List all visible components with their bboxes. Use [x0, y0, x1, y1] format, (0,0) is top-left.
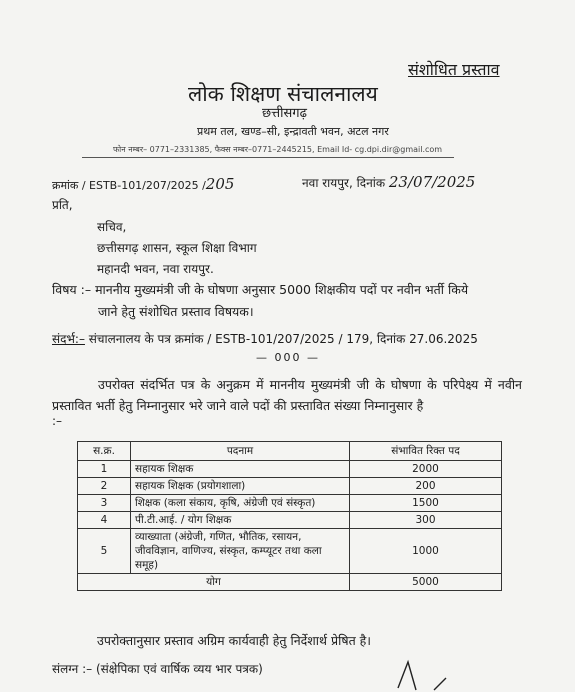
- posts-table: [77, 441, 502, 591]
- closing-line: उपरोक्तानुसार प्रस्ताव अग्रिम कार्यवाही हेतु निर्देशार्थ प्रेषित है।: [97, 633, 372, 648]
- recipient-line: सचिव,: [97, 220, 127, 234]
- table-total-row: [78, 574, 502, 591]
- office-name: लोक शिक्षण संचालनालय: [188, 82, 378, 106]
- serial-cell: 1: [78, 461, 131, 478]
- post-cell: सहायक शिक्षक: [131, 461, 350, 478]
- date-handwritten: 23/07/2025: [388, 173, 476, 191]
- subject-line-2: जाने हेतु संशोधित प्रस्ताव विषयक।: [98, 304, 254, 319]
- body-paragraph-text: उपरोक्त संदर्भित पत्र के अनुक्रम में माननीय मुख्यमंत्री जी के घोषणा के परिपेक्ष्य में नवीन प्रस्तावित भर्ती हेतु निम्नानुसार भरे जाने वाले पदों की प्रस्तावित संख्या निम्नानुसार है: [52, 377, 522, 413]
- post-cell: सहायक शिक्षक (प्रयोगशाला): [131, 478, 350, 495]
- office-contact: फोन नम्बर– 0771–2331385, फैक्स नम्बर–0771–2445215, Email Id- cg.dpi.dir@gmail.com: [113, 145, 443, 154]
- reference-number-handwritten: 205: [205, 175, 235, 193]
- subject: [52, 279, 468, 323]
- subject-line-1: विषय :– माननीय मुख्यमंत्री जी के घोषणा अनुसार 5000 शिक्षकीय पदों पर नवीन भर्ती किये: [52, 282, 469, 297]
- count-cell: 1000: [350, 529, 502, 574]
- count-cell: 200: [350, 478, 502, 495]
- reference-number: [52, 175, 234, 193]
- table-header: पदनाम: [131, 442, 350, 461]
- reference-prefix: क्रमांक / ESTB-101/207/2025 /: [52, 179, 206, 192]
- enclosure-line: संलग्न :– (संक्षेपिका एवं वार्षिक व्यय भार पत्रक): [52, 662, 263, 676]
- count-cell: 1500: [350, 495, 502, 512]
- revised-proposal-label: संशोधित प्रस्ताव: [408, 60, 500, 79]
- recipient-line: महानदी भवन, नवा रायपुर.: [97, 262, 214, 276]
- serial-cell: 4: [78, 512, 131, 529]
- post-cell: व्याख्याता (अंग्रेजी, गणित, भौतिक, रसायन, जीवविज्ञान, वाणिज्य, संस्कृत, कम्प्यूटर तथा कला समूह): [131, 529, 350, 574]
- table-header-row: [78, 442, 502, 461]
- section-divider: — 000 —: [256, 351, 320, 364]
- place-date: [302, 173, 475, 191]
- post-cell: पी.टी.आई. / योग शिक्षक: [131, 512, 350, 529]
- table-row: [78, 512, 502, 529]
- reference-context: [52, 330, 478, 347]
- reference-context-text: संचालनालय के पत्र क्रमांक / ESTB-101/207/2025 / 179, दिनांक 27.06.2025: [88, 332, 478, 346]
- letterhead-divider: [82, 157, 454, 158]
- post-cell: शिक्षक (कला संकाय, कृषि, अंग्रेजी एवं संस्कृत): [131, 495, 350, 512]
- table-row: [78, 529, 502, 574]
- table-header: स.क्र.: [78, 442, 131, 461]
- serial-cell: 2: [78, 478, 131, 495]
- place-label: नवा रायपुर, दिनांक: [302, 176, 386, 190]
- count-cell: 2000: [350, 461, 502, 478]
- signature-mark: [394, 656, 464, 692]
- state-name: छत्तीसगढ़: [262, 106, 307, 121]
- reference-context-label: संदर्भ:–: [52, 332, 85, 346]
- office-address: प्रथम तल, खण्ड–सी, इन्द्रावती भवन, अटल नगर: [197, 125, 389, 138]
- total-value: 5000: [350, 574, 502, 591]
- table-row: [78, 495, 502, 512]
- paragraph-end: :–: [52, 414, 63, 428]
- count-cell: 300: [350, 512, 502, 529]
- total-label: योग: [78, 574, 350, 591]
- table-row: [78, 478, 502, 495]
- table-row: [78, 461, 502, 478]
- recipient-line: छत्तीसगढ़ शासन, स्कूल शिक्षा विभाग: [97, 241, 257, 255]
- body-paragraph: [52, 374, 522, 416]
- serial-cell: 3: [78, 495, 131, 512]
- serial-cell: 5: [78, 529, 131, 574]
- table-header: संभावित रिक्त पद: [350, 442, 502, 461]
- to-label: प्रति,: [52, 198, 73, 212]
